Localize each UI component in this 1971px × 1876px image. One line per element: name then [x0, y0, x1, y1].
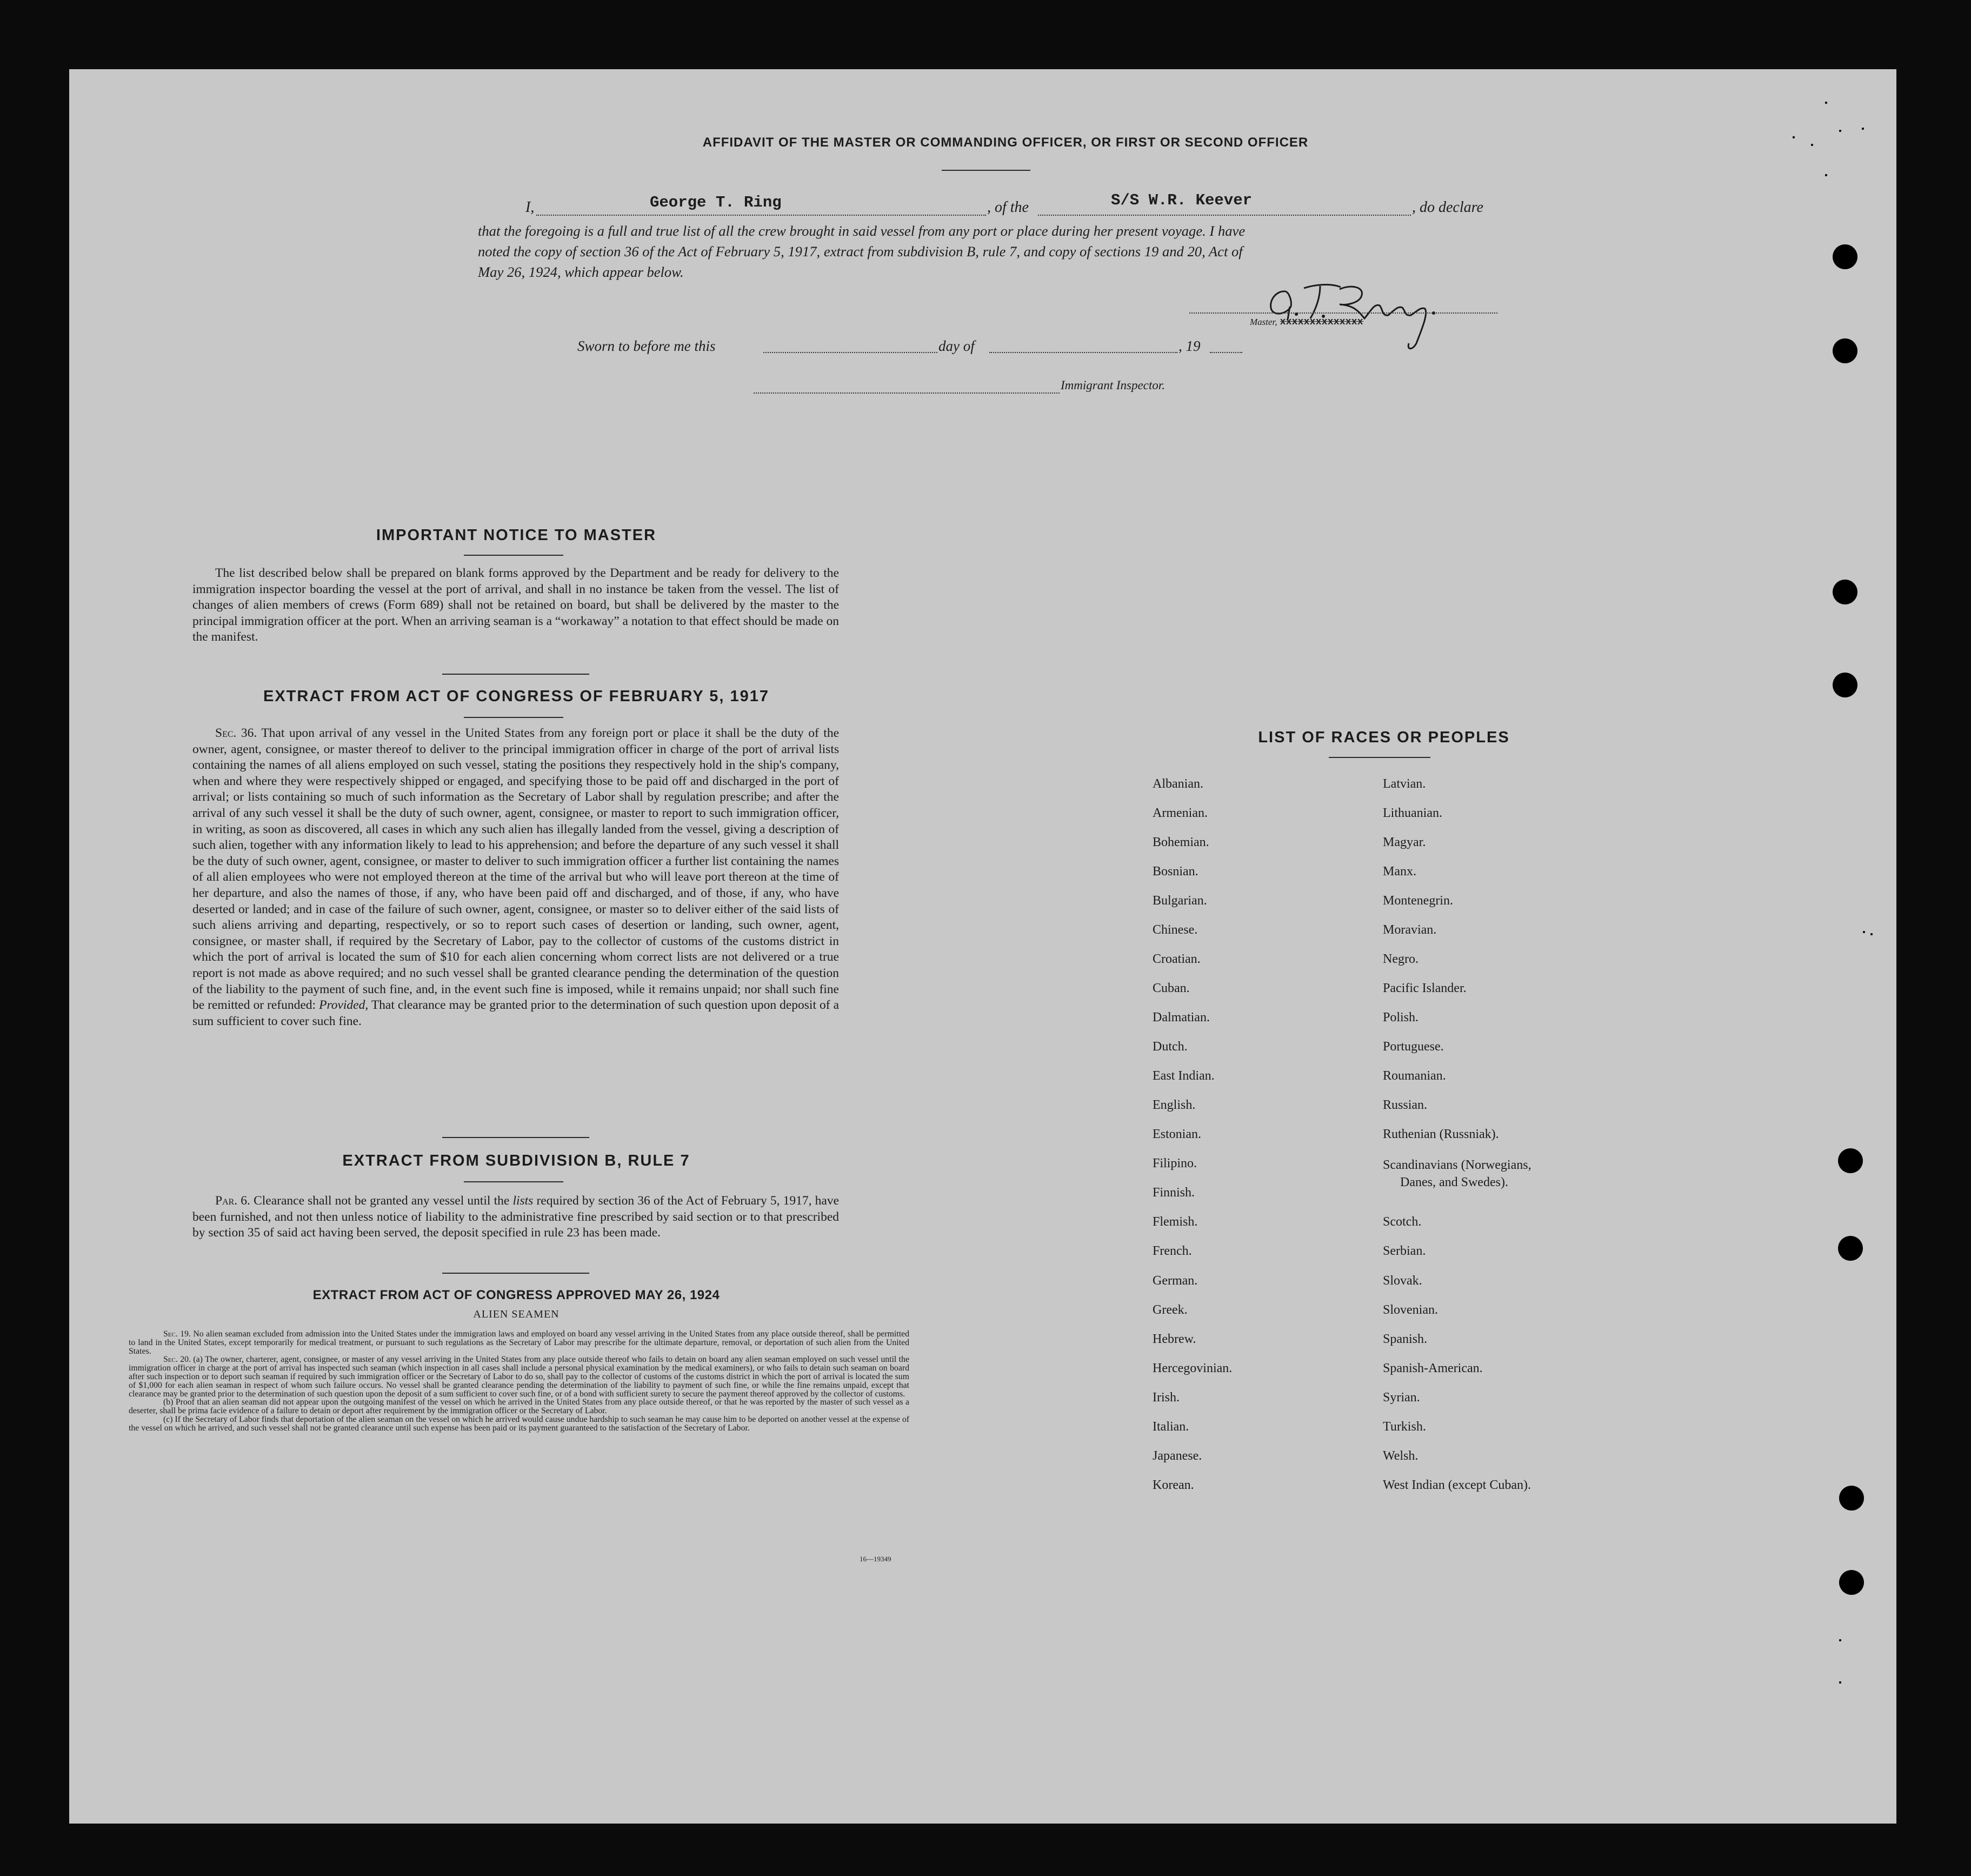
race-item: Danes, and Swedes). [1400, 1175, 1508, 1189]
extract-1924-title: EXTRACT FROM ACT OF CONGRESS APPROVED MAY 26, 1924 [312, 1288, 720, 1302]
master-label: Master, [1250, 317, 1277, 327]
race-item: Spanish-American. [1383, 1361, 1483, 1375]
affidavit-line-2: noted the copy of section 36 of the Act of February 5, 1917, extract from subdivision B, rule 7, and copy of sections 19 and 20, Act of [478, 243, 1243, 260]
sec-19-text: No alien seaman excluded from admission into the United States under the immigration laws and employed on board any vessel arriving in the United States from any place outside thereof, shall be permitted to land in the United States, except temporarily for medical treatment, or pursuant to such regulations as the Secretary of Labor may prescribe for the ultimate departure, removal, or deportation of such alien from the United States. [129, 1329, 909, 1356]
binder-hole [1833, 244, 1857, 269]
races-title: LIST OF RACES OR PEOPLES [1258, 729, 1510, 746]
race-item: Spanish. [1383, 1332, 1428, 1346]
notice-title: IMPORTANT NOTICE TO MASTER [376, 527, 657, 544]
sec-19-label: Sec. 19. [163, 1329, 191, 1339]
extract-1917-body [192, 726, 839, 1029]
binder-hole [1838, 1148, 1863, 1173]
binder-hole [1838, 1236, 1863, 1261]
affidavit-line-1: that the foregoing is a full and true list of all the crew brought in said vessel from any port or place during her present voyage. I have [478, 223, 1246, 239]
race-item: Scandinavians (Norwegians, [1383, 1158, 1531, 1172]
vessel-name-value: S/S W.R. Keever [1111, 191, 1253, 209]
scan-speck [1793, 136, 1795, 138]
race-item: Bulgarian. [1153, 894, 1207, 908]
race-item: Dutch. [1153, 1040, 1188, 1054]
race-item: West Indian (except Cuban). [1383, 1478, 1531, 1492]
race-item: English. [1153, 1098, 1196, 1112]
race-item: Serbian. [1383, 1244, 1426, 1258]
inspector-signature-line [754, 393, 1060, 394]
rule-7-end-divider [442, 1273, 589, 1274]
race-item: Italian. [1153, 1420, 1189, 1434]
race-item: Korean. [1153, 1478, 1194, 1492]
notice-divider [464, 555, 563, 556]
race-item: Portuguese. [1383, 1040, 1444, 1054]
sec-36-label: Sec. 36. [215, 726, 257, 740]
race-item: Welsh. [1383, 1449, 1419, 1463]
master-name-value: George T. Ring [650, 194, 782, 211]
race-item: Cuban. [1153, 981, 1190, 995]
race-item: Chinese. [1153, 923, 1198, 937]
race-item: Turkish. [1383, 1420, 1426, 1434]
sworn-label: Sworn to before me this [577, 338, 716, 354]
race-item: Polish. [1383, 1010, 1419, 1025]
race-item: Syrian. [1383, 1391, 1420, 1405]
races-divider [1329, 757, 1430, 758]
affidavit-title: AFFIDAVIT OF THE MASTER OR COMMANDING OFFICER, OR FIRST OR SECOND OFFICER [702, 135, 1309, 150]
binder-hole [1839, 1570, 1864, 1595]
extract-1917-end-divider [442, 1137, 589, 1138]
vessel-underline [1038, 215, 1411, 216]
race-item: Croatian. [1153, 952, 1201, 966]
race-item: Hercegovinian. [1153, 1361, 1233, 1375]
scan-speck [1811, 144, 1813, 146]
race-item: Magyar. [1383, 835, 1426, 849]
day-of-label: day of [938, 338, 975, 354]
race-item: Negro. [1383, 952, 1419, 966]
sec-20b-text: (b) Proof that an alien seaman did not appear upon the outgoing manifest of the vessel on which he arrived in the United States from any place outside thereof, or that he was reported by the master of such vessel as a deserter, shall be prima facie evidence of a failure to detain or deport after requirement by the immigration officer or the Secretary of Labor. [129, 1398, 909, 1416]
rule-7-title: EXTRACT FROM SUBDIVISION B, RULE 7 [342, 1152, 690, 1169]
extract-1917-title: EXTRACT FROM ACT OF CONGRESS OF FEBRUARY 5, 1917 [263, 688, 770, 705]
notice-end-divider [442, 674, 589, 675]
binder-hole [1839, 1486, 1864, 1511]
race-item: Armenian. [1153, 806, 1208, 820]
scan-speck [1863, 931, 1865, 933]
race-item: Pacific Islander. [1383, 981, 1467, 995]
race-item: Albanian. [1153, 777, 1203, 791]
affidavit-line-3: May 26, 1924, which appear below. [478, 264, 684, 280]
race-item: Lithuanian. [1383, 806, 1442, 820]
race-item: Moravian. [1383, 923, 1437, 937]
race-item: Filipino. [1153, 1156, 1197, 1170]
rule-7-divider [464, 1181, 563, 1182]
race-item: Dalmatian. [1153, 1010, 1210, 1025]
of-the-label: , of the [987, 199, 1029, 216]
name-underline [536, 215, 986, 216]
race-item: Bohemian. [1153, 835, 1209, 849]
sec-20a-text: (a) The owner, charterer, agent, consignee, or master of any vessel arriving in the United States from any place outside thereof who fails to detain on board any alien seaman employed on such vessel until the immigration officer in charge at the port of arrival has inspected such seaman (which inspection in all cases shall include a personal physical examination by the medical examiners), or who fails to detain such seaman on board after such inspection or to deport such seaman if required by such immigration officer or the Secretary of Labor to do so, shall pay to the collector of customs of the customs district in which the port of arrival is located the sum of $1,000 for each alien seaman in respect of whom such failure occurs. No vessel shall be granted clearance pending the determination of the liability to payment of such fine, or while the fine remains unpaid, except that clearance may be granted prior to the determination of such question upon the deposit of a sum sufficient to cover such fine, or of a bond with sufficient surety to secure the payment thereof approved by the collector of customs. [129, 1355, 909, 1399]
immigrant-inspector-label: Immigrant Inspector. [1061, 378, 1165, 392]
provided-word: Provided, [319, 998, 369, 1013]
sec-36-text-end: That clearance may be granted prior to the determination of such question upon deposit of a sum sufficient to cover such fine. [192, 998, 839, 1028]
race-item: Slovak. [1383, 1274, 1422, 1288]
race-item: Ruthenian (Russniak). [1383, 1127, 1499, 1141]
binder-hole [1833, 673, 1857, 697]
notice-paragraph [192, 566, 839, 646]
race-item: Manx. [1383, 864, 1416, 879]
title-divider [942, 170, 1030, 171]
race-item: Japanese. [1153, 1449, 1202, 1463]
sec-36-text: That upon arrival of any vessel in the United States from any foreign port or place it shall be the duty of the owner, agent, consignee, or master thereof to deliver to the principal immigration officer in charge of the port of arrival lists containing the names of all aliens employed on such vessel, stating the positions they respectively hold in the ship's company, when and where they were respectively shipped or engaged, and specifying those to be paid off and discharged in the port of arrival; or lists containing so much of such information as the Secretary of Labor shall by regulation prescribe; and after the arrival of any such vessel it shall be the duty of such owner, agent, consignee, or master to report to such immigration officer, in writing, as soon as discovered, all cases in which any such alien has illegally landed from the vessel, giving a description of such alien, together with any information likely to lead to his apprehension; and before the departure of any such vessel it shall be the duty of such owner, agent, consignee, or master to deliver to such immigration officer a further list containing the names of all alien employees who were not employed thereon at the time of the arrival but who will leave port thereon at the time of her departure, and also the names of those, if any, who have been paid off and discharged, and of those, if any, who have deserted or landed; and in case of the failure of such owner, agent, consignee, or master so to deliver either of the said lists of such aliens arriving and departing, respectively, or so to report such cases of desertion or landing, such owner, agent, consignee, or master shall, if required by the Secretary of Labor, pay to the collector of customs of the customs district in which the port of arrival is located the sum of $10 for each alien concerning whom correct lists are not delivered or a true report is not made as above required; and no such vessel shall be granted clearance pending the determination of the question of the liability to the payment of such fine, and, in the event such fine is imposed, while it remains unpaid; nor shall such fine be remitted or refunded: [192, 726, 840, 1013]
race-item: Finnish. [1153, 1186, 1195, 1200]
lists-word: lists [512, 1194, 534, 1208]
sworn-year-line [1210, 352, 1242, 353]
par-6-label: Par. 6. [215, 1194, 250, 1208]
scan-speck [1825, 102, 1827, 104]
notice-text: The list described below shall be prepared on blank forms approved by the Department and be ready for delivery to the immigration inspector boarding the vessel at the port of arrival, and shall in no instance be taken from the vessel. The list of changes of alien members of crews (Form 689) shall not be retained on board, but shall be delivered by the master to the principal immigration officer at the port. When an arriving seaman is a “workaway” a notation to that effect should be made on the manifest. [192, 566, 839, 644]
sec-20-label: Sec. 20. [163, 1355, 191, 1365]
form-number: 16—19349 [860, 1555, 891, 1563]
race-item: Hebrew. [1153, 1332, 1196, 1346]
race-item: Russian. [1383, 1098, 1428, 1112]
par-6-text-end: required by section 36 of the Act of February 5, 1917, have been furnished, and not then unless notice of liability to the administrative fine prescribed by said section or to that prescribed by section 35 of said act having been served, the deposit specified in rule 23 has been made. [192, 1194, 840, 1240]
sworn-day-line [763, 352, 937, 353]
scan-speck [1825, 174, 1827, 176]
par-6-text: Clearance shall not be granted any vessel until the [254, 1194, 510, 1208]
scan-speck [1839, 130, 1841, 132]
race-item: Flemish. [1153, 1215, 1198, 1229]
race-item: Roumanian. [1383, 1069, 1446, 1083]
race-item: Estonian. [1153, 1127, 1201, 1141]
scan-speck [1839, 1639, 1841, 1641]
race-item: French. [1153, 1244, 1192, 1258]
race-item: Bosnian. [1153, 864, 1198, 879]
scan-speck [1862, 128, 1864, 130]
year-label: , 19 [1178, 338, 1201, 354]
scan-speck [1839, 1681, 1841, 1684]
race-item: Latvian. [1383, 777, 1426, 791]
sec-20c-text: (c) If the Secretary of Labor finds that deportation of the alien seaman on the vessel on which he arrived would cause undue hardship to such seaman he may cause him to be deported on another vessel at the expense of the vessel on which he arrived, and such vessel shall not be granted clearance until such expense has been paid or its payment guaranteed to the satisfaction of the Secretary of Labor. [129, 1414, 909, 1433]
signature-line [1189, 312, 1497, 314]
race-item: Slovenian. [1383, 1303, 1438, 1317]
alien-seamen-subtitle: ALIEN SEAMEN [473, 1308, 560, 1320]
race-item: Montenegrin. [1383, 894, 1453, 908]
race-item: Greek. [1153, 1303, 1188, 1317]
scan-speck [1870, 933, 1873, 935]
i-label: I, [525, 199, 535, 216]
race-item: East Indian. [1153, 1069, 1215, 1083]
race-item: Irish. [1153, 1391, 1180, 1405]
sworn-month-line [989, 352, 1177, 353]
declare-label: , do declare [1412, 199, 1483, 216]
master-struck-text: xxxxxxxxxxxxxx [1280, 316, 1364, 327]
binder-hole [1833, 338, 1857, 363]
extract-1924-body [129, 1330, 909, 1433]
rule-7-body [192, 1193, 839, 1241]
race-item: German. [1153, 1274, 1198, 1288]
race-item: Scotch. [1383, 1215, 1422, 1229]
binder-hole [1833, 580, 1857, 604]
extract-1917-divider [464, 717, 563, 718]
